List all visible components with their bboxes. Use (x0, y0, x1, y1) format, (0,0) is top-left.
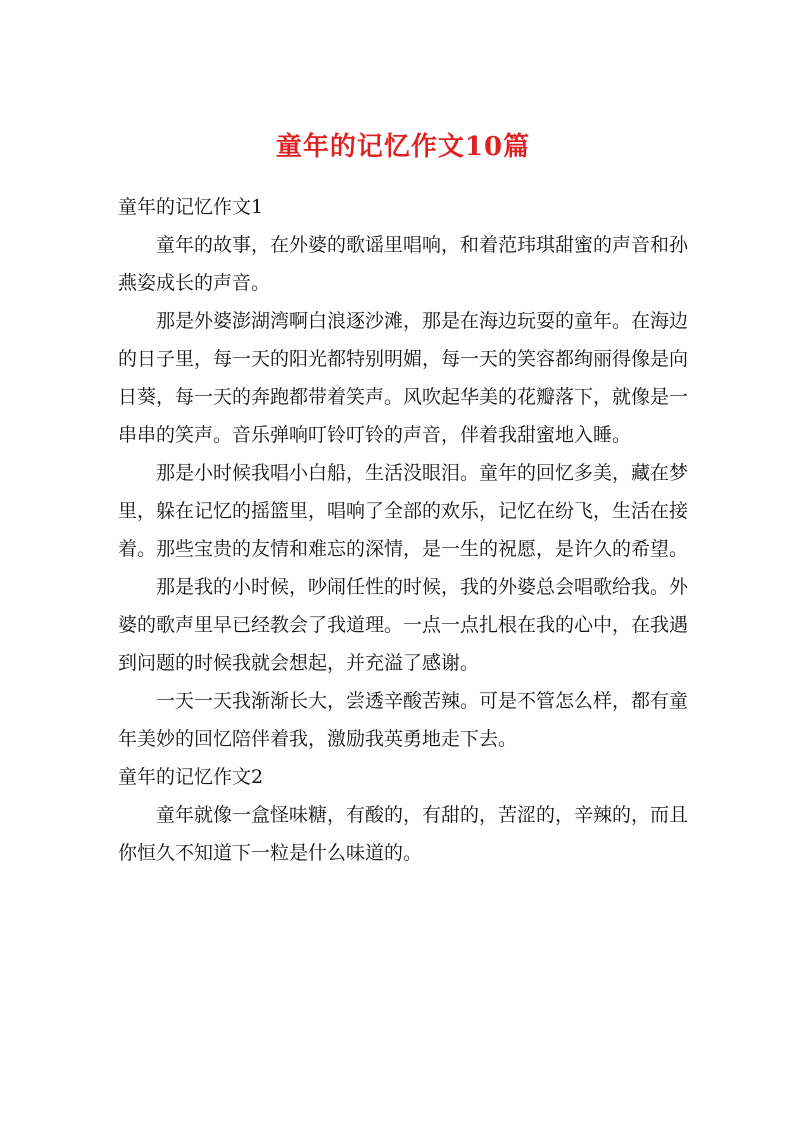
paragraph: 童年就像一盒怪味糖，有酸的，有甜的，苦涩的，辛辣的，而且你恒久不知道下一粒是什么味道的。 (118, 804, 689, 864)
document-title: 童年的记忆作文10篇 (275, 132, 531, 162)
essay-section-2 (118, 758, 688, 872)
paragraph: 那是小时候我唱小白船，生活没眼泪。童年的回忆多美，藏在梦里，躲在记忆的摇篮里，唱响了全部的欢乐，记忆在纷飞，生活在接着。那些宝贵的友情和难忘的深情，是一生的祝愿，是许久的希望。 (118, 462, 689, 560)
paragraph: 童年的故事，在外婆的歌谣里唱响，和着范玮琪甜蜜的声音和孙燕姿成长的声音。 (118, 234, 689, 294)
paragraph: 那是我的小时候，吵闹任性的时候，我的外婆总会唱歌给我。外婆的歌声里早已经教会了我道理。一点一点扎根在我的心中，在我遇到问题的时候我就会想起，并充溢了感谢。 (118, 576, 689, 674)
section-heading: 童年的记忆作文1 (118, 196, 264, 218)
paragraph: 那是外婆澎湖湾啊白浪逐沙滩，那是在海边玩耍的童年。在海边的日子里，每一天的阳光都特别明媚，每一天的笑容都绚丽得像是向日葵，每一天的奔跑都带着笑声。风吹起华美的花瓣落下，就像是一串串的笑声。音乐弹响叮铃叮铃的声音，伴着我甜蜜地入睡。 (118, 310, 689, 446)
section-heading: 童年的记忆作文2 (118, 766, 264, 788)
paragraph: 一天一天我渐渐长大，尝透辛酸苦辣。可是不管怎么样，都有童年美妙的回忆陪伴着我，激励我英勇地走下去。 (118, 690, 689, 750)
essay-section-1 (118, 188, 688, 758)
